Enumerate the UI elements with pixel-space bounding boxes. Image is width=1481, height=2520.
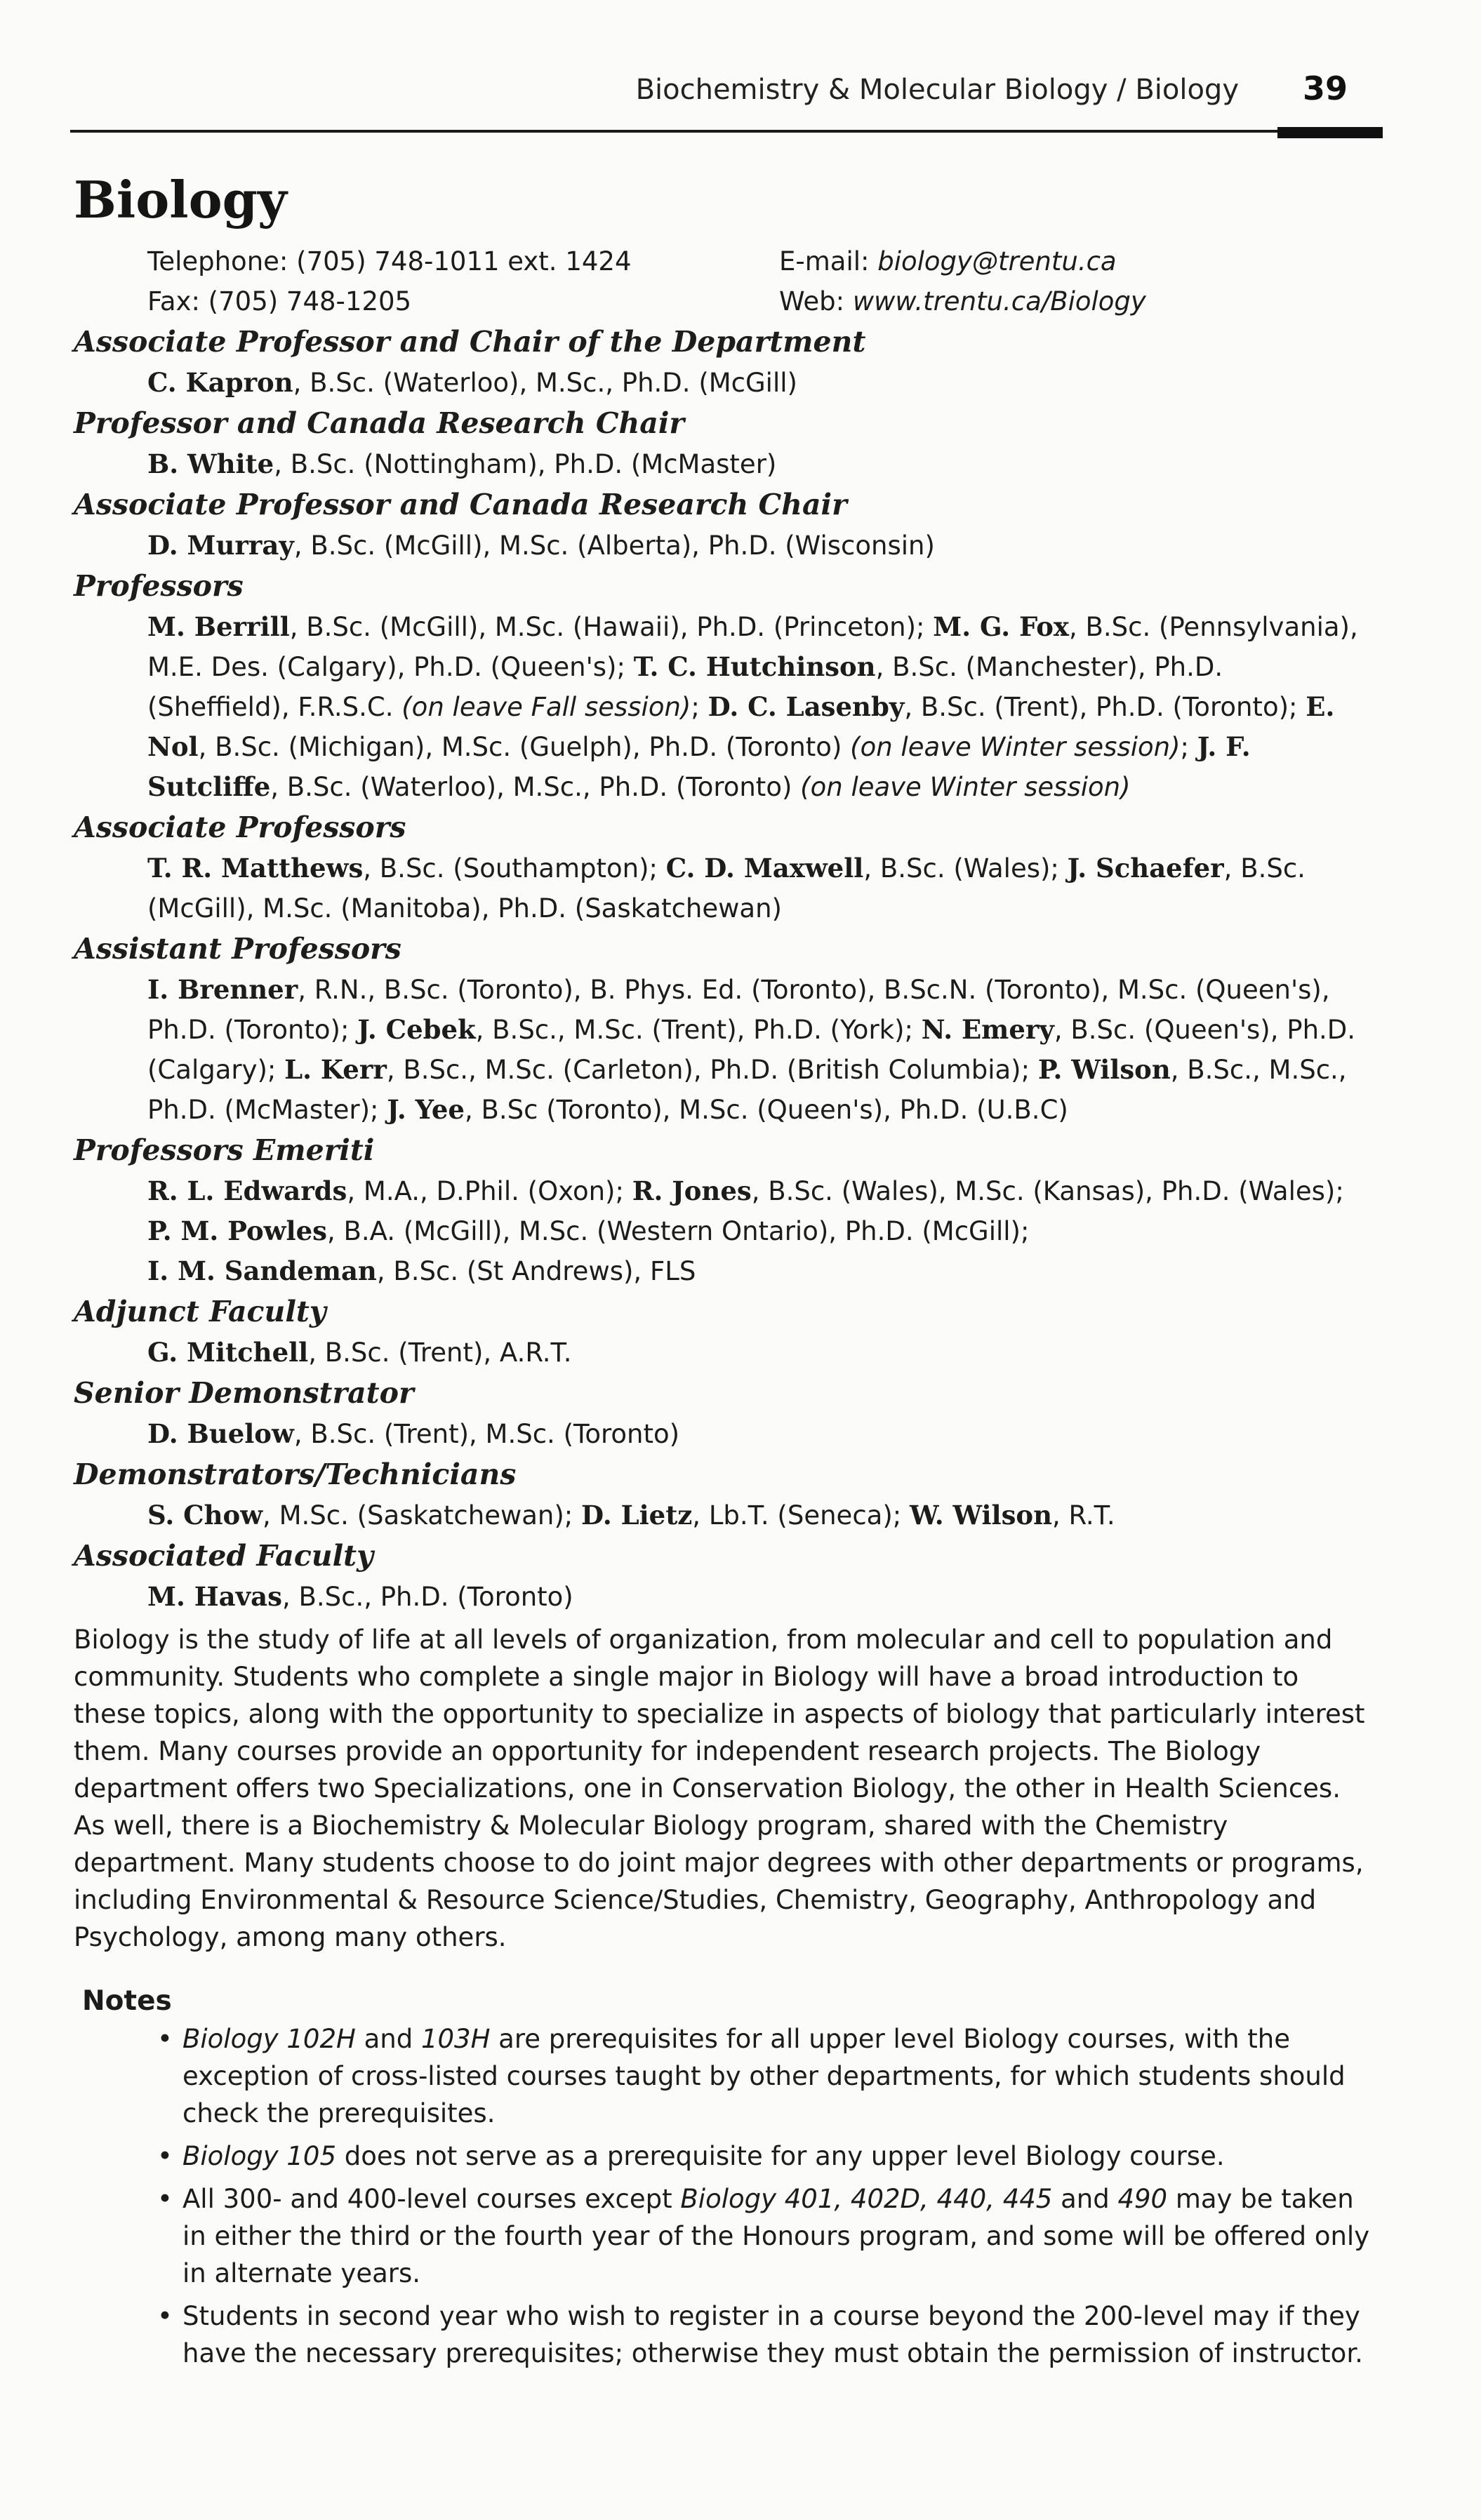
person-credentials: , B.Sc. (Waterloo), M.Sc., Ph.D. (Toronto)	[270, 772, 801, 803]
running-header	[70, 67, 1383, 133]
associated-faculty-heading: Associated Faculty	[74, 1539, 373, 1573]
person-credentials: , B.Sc., M.Sc. (Trent), Ph.D. (York);	[475, 1015, 922, 1046]
person-name: J. Schaefer	[1067, 853, 1224, 884]
person-credentials: , B.Sc. (Michigan), M.Sc. (Guelph), Ph.D. (Toronto)	[198, 732, 851, 763]
chair-heading: Associate Professor and Chair of the Department	[74, 325, 866, 359]
notes-list	[157, 2020, 1379, 2372]
note-text: and	[355, 2024, 421, 2055]
person-credentials: , R.T.	[1051, 1500, 1115, 1531]
person-name: J. Yee	[387, 1094, 465, 1126]
demonstrators-list	[147, 1495, 1372, 1535]
person-credentials: , Lb.T. (Seneca);	[692, 1500, 910, 1531]
email-label: E-mail:	[779, 246, 878, 277]
course-ref: Biology 105	[182, 2141, 336, 2172]
course-ref: 103H	[420, 2024, 491, 2055]
person-name: M. Berrill	[147, 611, 290, 643]
person-credentials: , M.Sc. (Saskatchewan);	[263, 1500, 582, 1531]
professors-heading: Professors	[74, 569, 244, 604]
person-credentials: , B.Sc. (Southampton);	[363, 853, 666, 884]
crc-associate-entry	[147, 526, 1372, 566]
header-rule-bar	[1277, 127, 1383, 138]
adjunct-faculty-entry	[147, 1333, 1372, 1373]
note-text: are prerequisites for all upper level Biology courses, with the exception of cross-listed courses taught by other departments, for which students should check the prerequisites.	[182, 2024, 1346, 2129]
person-name: P. M. Powles	[147, 1215, 327, 1247]
note-text: may be taken in either the third or the fourth year of the Honours program, and some will be offered only in alternate years.	[182, 2184, 1370, 2289]
person-credentials: , B.Sc. (McGill), M.Sc. (Alberta), Ph.D. (Wisconsin)	[293, 531, 935, 561]
course-ref: Biology 401, 402D, 440, 445	[680, 2184, 1053, 2215]
person-name: C. D. Maxwell	[665, 853, 864, 884]
person-credentials: , B.Sc. (Trent), Ph.D. (Toronto);	[904, 692, 1306, 723]
person-name: R. L. Edwards	[147, 1175, 347, 1207]
person-name: M. Havas	[147, 1581, 282, 1613]
associate-professors-heading: Associate Professors	[74, 811, 406, 845]
person-name: E. Nol	[147, 691, 1335, 763]
web-address[interactable]: www.trentu.ca/Biology	[852, 286, 1146, 317]
leave-note: (on leave Winter session)	[800, 772, 1131, 803]
demonstrators-heading: Demonstrators/Technicians	[74, 1458, 517, 1492]
note-text: and	[1052, 2184, 1118, 2215]
program-description: Biology is the study of life at all levels of organization, from molecular and cell to population and community. Students who complete a single major in Biology will have a broad introduction to these topics, along with the opportunity to specialize in aspects of biology that particularly interest them. Many courses provide an opportunity for independent research projects. The Biology department offers two Specializations, one in Conservation Biology, the other in Health Sciences. As well, there is a Biochemistry & Molecular Biology program, shared with the Chemistry department. Many students choose to do joint major degrees with other departments or programs, including Environmental & Resource Science/Studies, Chemistry, Geography, Anthropology and Psychology, among many others.	[74, 1625, 1365, 1953]
person-credentials: , B.Sc. (Waterloo), M.Sc., Ph.D. (McGill)	[293, 368, 797, 399]
separator: ;	[1180, 732, 1197, 763]
assistant-professors-list	[147, 970, 1372, 1130]
person-credentials: , B.Sc. (Pennsylvania), M.E. Des. (Calgary), Ph.D. (Queen's);	[147, 612, 1358, 683]
person-name: S. Chow	[147, 1500, 263, 1531]
person-name: D. Murray	[147, 530, 294, 561]
person-name: B. White	[147, 448, 274, 480]
telephone: Telephone: (705) 748-1011 ext. 1424	[147, 246, 632, 277]
note-text: does not serve as a prerequisite for any upper level Biology course.	[336, 2141, 1225, 2172]
bullet: •	[157, 2024, 173, 2055]
crc-associate-heading: Associate Professor and Canada Research Chair	[74, 488, 847, 522]
leave-note: (on leave Winter session)	[850, 732, 1181, 763]
person-name: N. Emery	[921, 1014, 1054, 1046]
email-address[interactable]: biology@trentu.ca	[877, 246, 1117, 277]
leave-note: (on leave Fall session)	[401, 692, 691, 723]
bullet: •	[157, 2141, 173, 2172]
web-line	[779, 281, 1411, 321]
person-credentials: , B.Sc. (Wales);	[863, 853, 1068, 884]
person-name: W. Wilson	[910, 1500, 1052, 1531]
person-credentials: , B.A. (McGill), M.Sc. (Western Ontario), Ph.D. (McGill);	[326, 1216, 1030, 1247]
person-credentials: , B.Sc. (Queen's), Ph.D. (Calgary);	[147, 1015, 1356, 1086]
person-credentials: , B.Sc., M.Sc., Ph.D. (McMaster);	[147, 1055, 1347, 1126]
note-item	[157, 2020, 1379, 2132]
person-name: T. C. Hutchinson	[633, 651, 876, 683]
bullet: •	[157, 2184, 173, 2215]
senior-demonstrator-heading: Senior Demonstrator	[74, 1376, 414, 1411]
web-label: Web:	[779, 286, 853, 317]
person-name: L. Kerr	[284, 1054, 387, 1086]
person-name: J. F. Sutcliffe	[147, 731, 1251, 803]
person-credentials: , B.Sc. (Wales), M.Sc. (Kansas), Ph.D. (Wales);	[751, 1176, 1344, 1207]
person-credentials: , B.Sc. (Trent), A.R.T.	[308, 1338, 572, 1368]
course-ref: Biology 102H	[182, 2024, 356, 2055]
page-number: 39	[1302, 69, 1348, 107]
associate-professors-list	[147, 848, 1372, 928]
person-name: T. R. Matthews	[147, 853, 364, 884]
person-name: D. Buelow	[147, 1418, 294, 1450]
person-credentials: , B.Sc. (St Andrews), FLS	[376, 1256, 696, 1287]
person-name: I. M. Sandeman	[147, 1255, 377, 1287]
email-line	[779, 241, 1411, 281]
fax: Fax: (705) 748-1205	[147, 286, 412, 317]
contact-info	[147, 241, 1379, 321]
person-credentials: , R.N., B.Sc. (Toronto), B. Phys. Ed. (Toronto), B.Sc.N. (Toronto), M.Sc. (Queen's), Ph.D. (Toronto);	[147, 975, 1330, 1046]
note-item	[157, 2298, 1379, 2372]
professors-list	[147, 607, 1372, 807]
professors-emeriti-list	[147, 1171, 1372, 1291]
person-name: J. Cebek	[357, 1014, 476, 1046]
person-name: G. Mitchell	[147, 1337, 309, 1368]
note-text: All 300- and 400-level courses except	[182, 2184, 681, 2215]
separator: ;	[691, 692, 708, 723]
person-credentials: , B.Sc. (McGill), M.Sc. (Manitoba), Ph.D. (Saskatchewan)	[147, 853, 1306, 924]
bullet: •	[157, 2301, 173, 2332]
adjunct-faculty-heading: Adjunct Faculty	[74, 1295, 326, 1329]
person-name: P. Wilson	[1037, 1054, 1171, 1086]
associated-faculty-entry	[147, 1577, 1372, 1617]
person-credentials: , B.Sc. (Manchester), Ph.D. (Sheffield), F.R.S.C.	[147, 652, 1223, 723]
person-name: M. G. Fox	[933, 611, 1069, 643]
person-credentials: , B.Sc. (McGill), M.Sc. (Hawaii), Ph.D. (Princeton);	[289, 612, 934, 643]
note-text: Students in second year who wish to register in a course beyond the 200-level may if they have the necessary prerequisites; otherwise they must obtain the permission of instructor.	[182, 2301, 1363, 2369]
assistant-professors-heading: Assistant Professors	[74, 932, 401, 966]
person-name: D. Lietz	[581, 1500, 693, 1531]
crc-professor-heading: Professor and Canada Research Chair	[74, 406, 685, 441]
chair-entry	[147, 363, 1372, 403]
person-name: I. Brenner	[147, 974, 298, 1006]
note-item	[157, 2138, 1379, 2175]
professors-emeriti-heading: Professors Emeriti	[74, 1133, 375, 1168]
person-credentials: , B.Sc (Toronto), M.Sc. (Queen's), Ph.D. (U.B.C)	[464, 1095, 1068, 1126]
crc-professor-entry	[147, 444, 1372, 484]
person-name: C. Kapron	[147, 367, 293, 399]
header-title: Biochemistry & Molecular Biology / Biology	[635, 74, 1239, 106]
person-name: R. Jones	[632, 1175, 752, 1207]
person-credentials: , M.A., D.Phil. (Oxon);	[347, 1176, 632, 1207]
senior-demonstrator-entry	[147, 1414, 1372, 1454]
person-credentials: , B.Sc. (Nottingham), Ph.D. (McMaster)	[274, 449, 777, 480]
section-title: Biology	[74, 170, 287, 229]
main-content	[74, 172, 1379, 2378]
person-credentials: , B.Sc., M.Sc. (Carleton), Ph.D. (British Columbia);	[386, 1055, 1038, 1086]
course-ref: 490	[1117, 2184, 1168, 2215]
notes-heading: Notes	[82, 1985, 172, 2018]
person-credentials: , B.Sc. (Trent), M.Sc. (Toronto)	[293, 1419, 680, 1450]
person-name: D. C. Lasenby	[708, 691, 905, 723]
person-credentials: , B.Sc., Ph.D. (Toronto)	[281, 1582, 573, 1613]
note-item	[157, 2180, 1379, 2292]
